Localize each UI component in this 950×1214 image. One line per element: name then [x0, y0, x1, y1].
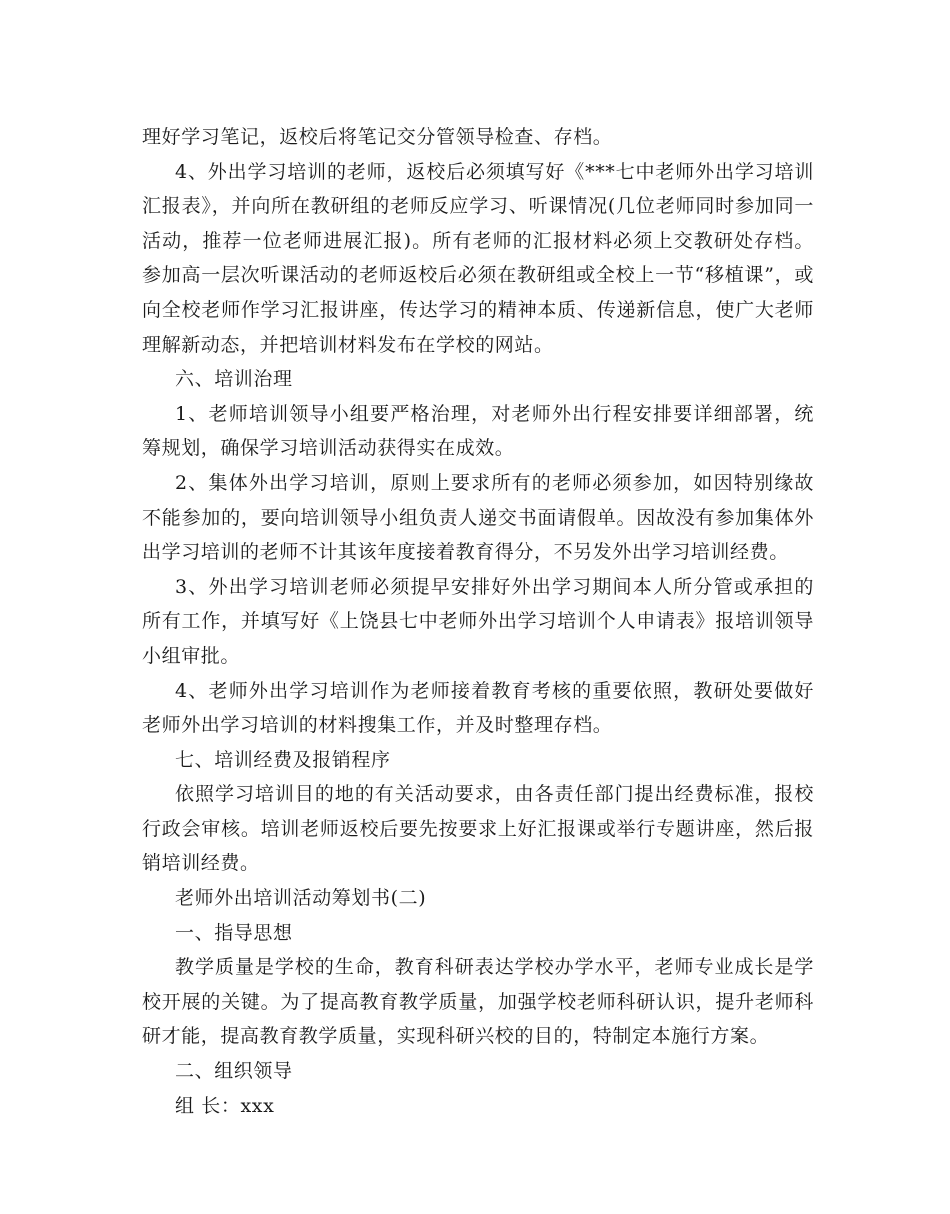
section-heading-training-management: 六、培训治理 — [175, 368, 293, 391]
section-heading-guiding-ideology: 一、指导思想 — [175, 921, 293, 944]
paragraph-item-4-report: 4、外出学习培训的老师，返校后必须填写好《***七中老师外出学习培训汇报表》，并向所在教研组的老师反应学习、听课情况(几位老师同时参加同一活动，推荐一位老师进展汇报)。所有老师的汇报材料必须上交教研处存档。参加高一层次听课活动的老师返校后必须在教研组或全校上一节“移植课”，或向全校老师作学习汇报讲座，传达学习的精神本质、传递新信息，使广大老师理解新动态，并把培训材料发布在学校的网站。 — [142, 160, 814, 356]
paragraph-management-item-3: 3、外出学习培训老师必须提早安排好外出学习期间本人所分管或承担的所有工作，并填写好《上饶县七中老师外出学习培训个人申请表》报培训领导小组审批。 — [142, 575, 814, 667]
section-heading-organization: 二、组织领导 — [175, 1060, 293, 1083]
paragraph-management-item-2: 2、集体外出学习培训，原则上要求所有的老师必须参加，如因特别缘故不能参加的，要向培训领导小组负责人递交书面请假单。因故没有参加集体外出学习培训的老师不计其该年度接着教育得分，不另发外出学习培训经费。 — [142, 471, 814, 564]
paragraph-management-item-4: 4、老师外出学习培训作为老师接着教育考核的重要依照，教研处要做好老师外出学习培训的材料搜集工作，并及时整理存档。 — [142, 679, 814, 737]
section-heading-expenses: 七、培训经费及报销程序 — [175, 748, 391, 771]
document-title-part-two: 老师外出培训活动筹划书(二) — [175, 887, 427, 910]
paragraph-continuation: 理好学习笔记，返校后将笔记交分管领导检查、存档。 — [142, 126, 613, 148]
paragraph-expenses: 依照学习培训目的地的有关活动要求，由各责任部门提出经费标准，报校行政会审核。培训老师返校后要先按要求上好汇报课或举行专题讲座，然后报销培训经费。 — [142, 783, 814, 875]
paragraph-group-leader: 组 长：xxx — [175, 1094, 275, 1117]
document-body — [142, 120, 814, 1123]
paragraph-management-item-1: 1、老师培训领导小组要严格治理，对老师外出行程安排要详细部署，统筹规划，确保学习培训活动获得实在成效。 — [142, 402, 814, 460]
paragraph-guiding-ideology: 教学质量是学校的生命，教育科研表达学校办学水平，老师专业成长是学校开展的关键。为了提高教育教学质量，加强学校老师科研认识，提升老师科研才能，提高教育教学质量，实现科研兴校的目的，特制定本施行方案。 — [142, 956, 814, 1048]
